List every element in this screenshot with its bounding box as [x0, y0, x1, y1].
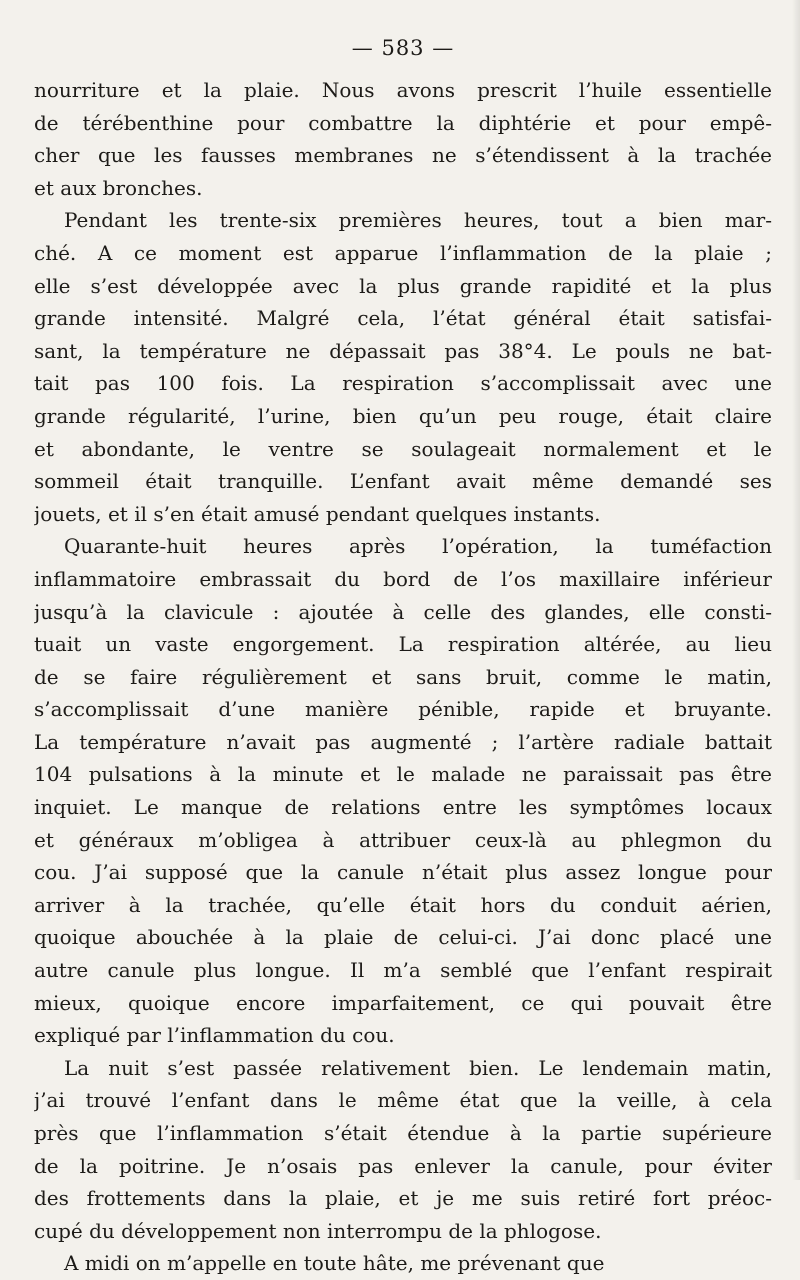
page-number: — 583 — — [351, 36, 455, 60]
text-line: près que l’inflammation s’était étendue à la partie supérieure — [34, 1121, 772, 1145]
text-line: et abondante, le ventre se soulageait normalement et le — [34, 436, 772, 461]
text-line: A midi on m’appelle en toute hâte, me prévenant que — [64, 1251, 605, 1276]
text-line: sant, la température ne dépassait pas 38°4. Le pouls ne bat- — [34, 338, 772, 363]
text-line: cou. J’ai supposé que la canule n’était plus assez longue pour — [34, 860, 772, 885]
text-line: quoique abouchée à la plaie de celui-ci. J’ai donc placé une — [34, 925, 772, 950]
text-line: des frottements dans la plaie, et je me suis retiré fort préoc- — [34, 1186, 772, 1211]
text-line: tait pas 100 fois. La respiration s’accomplissait avec une — [34, 371, 772, 396]
text-line: inquiet. Le manque de relations entre les symptômes locaux — [34, 795, 772, 820]
text-line: grande régularité, l’urine, bien qu’un peu rouge, était claire — [34, 403, 772, 428]
text-line: jusqu’à la clavicule : ajoutée à celle des glandes, elle consti- — [34, 599, 772, 624]
text-line: grande intensité. Malgré cela, l’état général était satisfai- — [34, 306, 772, 331]
text-line: elle s’est développée avec la plus grande rapidité et la plus — [34, 273, 772, 298]
text-line: mieux, quoique encore imparfaitement, ce qui pouvait être — [34, 990, 772, 1015]
text-line: et aux bronches. — [34, 175, 203, 200]
paragraph — [34, 530, 772, 1052]
text-line: tuait un vaste engorgement. La respiration altérée, au lieu — [34, 632, 772, 657]
text-line: arriver à la trachée, qu’elle était hors du conduit aérien, — [34, 892, 772, 917]
text-line: inflammatoire embrassait du bord de l’os maxillaire inférieur — [34, 566, 772, 591]
text-line: 104 pulsations à la minute et le malade ne paraissait pas être — [34, 762, 772, 787]
text-line: expliqué par l’inflammation du cou. — [34, 1023, 395, 1048]
page-edge-shadow — [792, 0, 800, 1180]
text-line: autre canule plus longue. Il m’a semblé que l’enfant respirait — [34, 958, 772, 983]
text-line: s’accomplissait d’une manière pénible, rapide et bruyante. — [34, 697, 772, 722]
text-line: La température n’avait pas augmenté ; l’artère radiale battait — [34, 729, 772, 754]
text-line: de térébenthine pour combattre la diphtérie et pour empê- — [34, 110, 772, 135]
text-line: de la poitrine. Je n’osais pas enlever la canule, pour éviter — [34, 1153, 772, 1178]
text-line: et généraux m’obligea à attribuer ceux-là au phlegmon du — [34, 827, 772, 852]
text-line: Quarante-huit heures après l’opération, la tuméfaction — [64, 534, 772, 559]
text-line: jouets, et il s’en était amusé pendant quelques instants. — [34, 501, 601, 526]
text-line: nourriture et la plaie. Nous avons prescrit l’huile essentielle — [34, 78, 772, 102]
text-line: cupé du développement non interrompu de la phlogose. — [34, 1218, 602, 1243]
text-line: sommeil était tranquille. L’enfant avait même demandé ses — [34, 469, 772, 494]
text-line: Pendant les trente-six premières heures, tout a bien mar- — [64, 208, 772, 233]
body-text — [34, 74, 772, 1280]
paragraph — [34, 74, 772, 204]
text-line: ché. A ce moment est apparue l’inflammation de la plaie ; — [34, 240, 772, 265]
text-line: cher que les fausses membranes ne s’étendissent à la trachée — [34, 143, 772, 168]
text-line: de se faire régulièrement et sans bruit, comme le matin, — [34, 664, 772, 689]
text-line: La nuit s’est passée relativement bien. Le lendemain matin, — [64, 1055, 772, 1080]
paragraph — [34, 204, 772, 530]
paragraph — [34, 1247, 772, 1280]
paragraph — [34, 1052, 772, 1248]
text-line: j’ai trouvé l’enfant dans le même état que la veille, à cela — [34, 1088, 772, 1113]
